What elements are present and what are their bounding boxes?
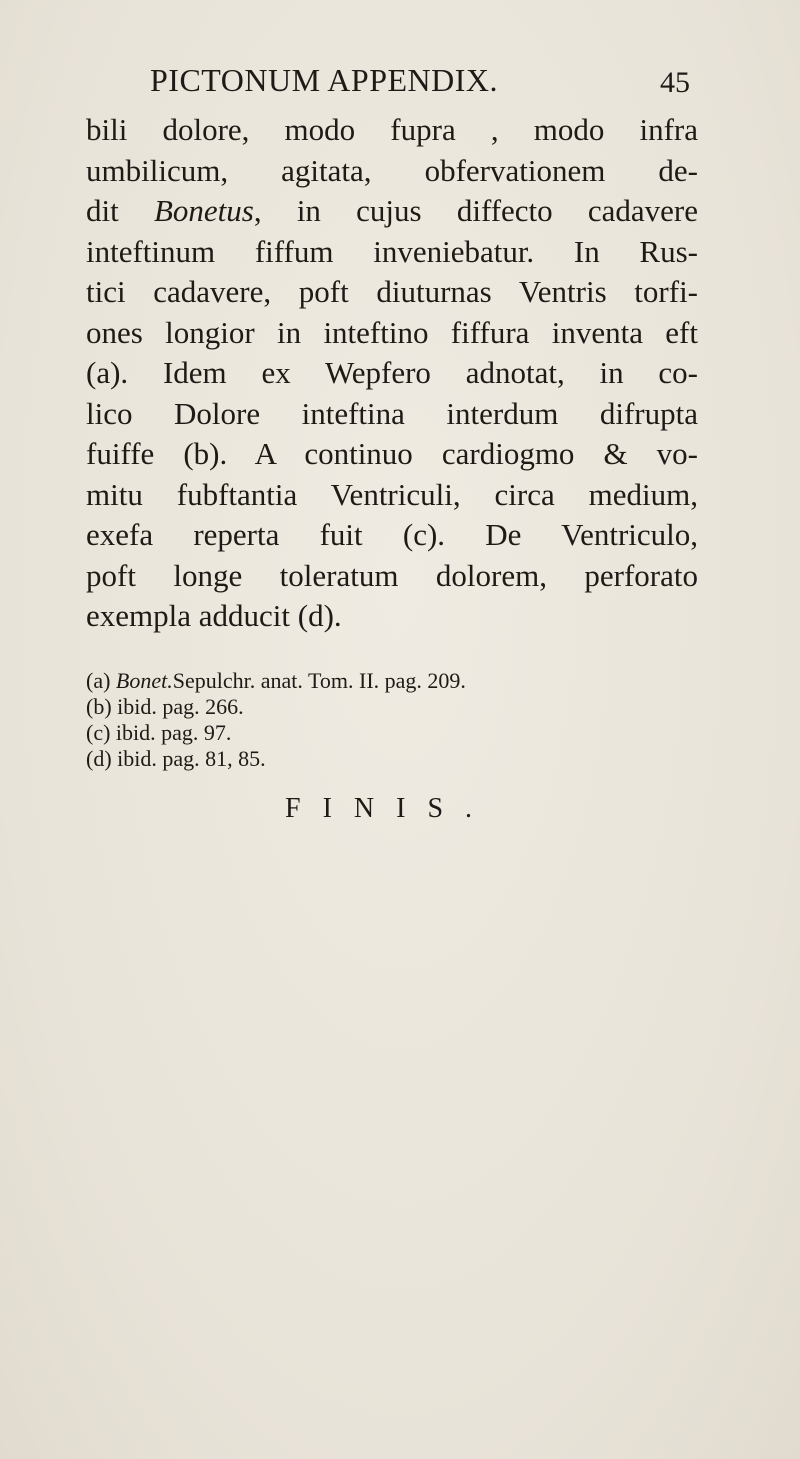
footnote-mark: (a): [86, 668, 111, 693]
text-line: bili dolore, modo fupra , modo infra: [86, 112, 698, 147]
text-line: tici cadavere, poft diuturnas Ventris torfi-: [86, 274, 698, 309]
footnote: [86, 720, 698, 746]
running-head: [150, 62, 690, 102]
body-text: [86, 110, 698, 637]
page-number: 45: [660, 66, 690, 99]
footnote: [86, 668, 698, 694]
finis-closing: FINIS.: [285, 793, 495, 824]
footnote-author: Bonet.: [115, 668, 173, 693]
footnote-text: Sepulchr. anat. Tom. II. pag. 209.: [172, 668, 466, 693]
text-segment: dit: [86, 193, 119, 228]
text-line: lico Dolore inteftina interdum difrupta: [86, 395, 698, 431]
text-line: inteftinum fiffum inveniebatur. In Rus-: [86, 233, 698, 269]
footnote-mark: (c): [86, 720, 111, 745]
text-line: exefa reperta fuit (c). De Ventriculo,: [86, 517, 698, 552]
text-line: umbilicum, agitata, obfervationem de-: [86, 152, 698, 188]
footnote-text: ibid. pag. 266.: [117, 694, 244, 719]
footnote-mark: (d): [86, 746, 112, 771]
text-line: mitu fubftantia Ventriculi, circa medium,: [86, 476, 698, 512]
footnote-mark: (b): [86, 694, 112, 719]
text-segment: , in cujus diffecto cadavere: [253, 193, 699, 228]
author-name-italic: Bonetus: [153, 193, 254, 228]
text-line: exempla adducit (d).: [86, 598, 342, 633]
text-line: [86, 191, 698, 232]
footnote-text: ibid. pag. 81, 85.: [117, 746, 266, 771]
footnote-text: ibid. pag. 97.: [115, 720, 232, 745]
footnotes: [86, 668, 698, 772]
text-line: ones longior in inteftino fiffura inventa eft: [86, 314, 698, 350]
text-line: fuiffe (b). A continuo cardiogmo & vo-: [86, 436, 698, 471]
text-line: poft longe toleratum dolorem, perforato: [86, 557, 698, 593]
footnote: [86, 746, 698, 772]
footnote: [86, 694, 698, 720]
running-title: PICTONUM APPENDIX.: [150, 62, 499, 98]
text-line: (a). Idem ex Wepfero adnotat, in co-: [86, 355, 698, 390]
